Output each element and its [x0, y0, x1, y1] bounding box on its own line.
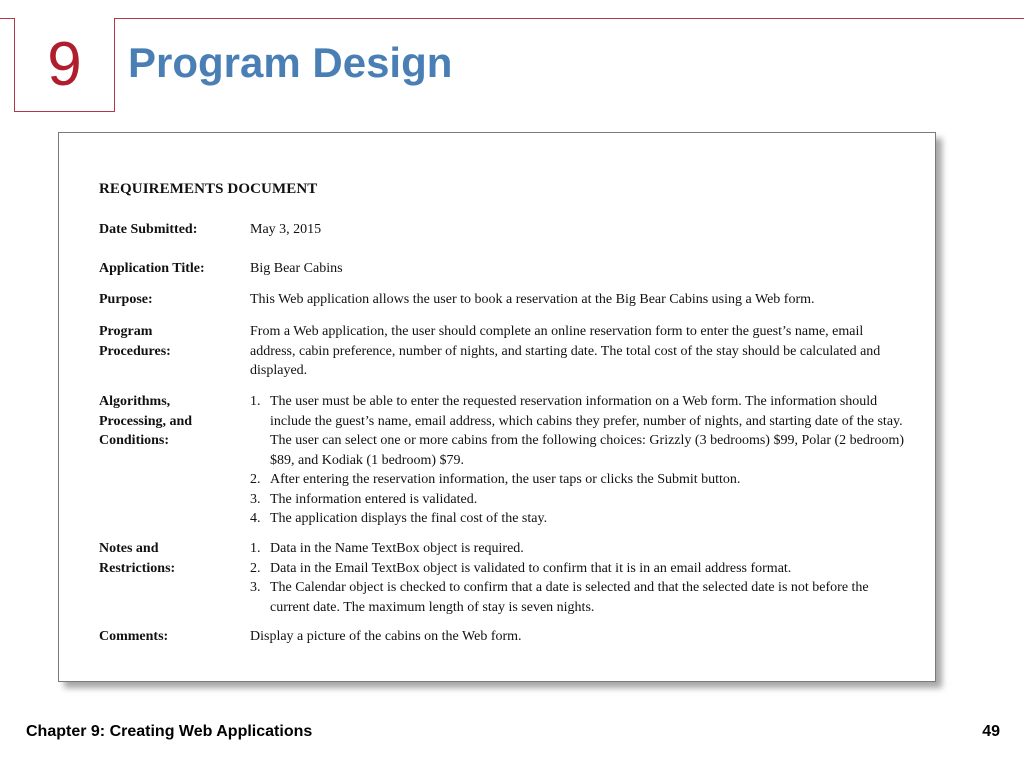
notes-label [99, 539, 247, 578]
item-text: The user must be able to enter the requested reservation information on a Web form. The information should include the guest’s name, email address, which cabins they prefer, number of nights, and starting date of the stay. The user can select one or more cabins from the following choices: Grizzly (3 bedrooms) $99, Polar (2 bedroom) $89, and Kodiak (1 bedroom) $79. [270, 394, 905, 468]
purpose-label: Purpose: [99, 292, 153, 307]
item-number: 2. [250, 560, 261, 576]
comments-value: Display a picture of the cabins on the Web form. [250, 629, 522, 644]
notes-label-line: Notes and [99, 541, 159, 556]
item-number: 4. [250, 511, 261, 526]
app-title-value: Big Bear Cabins [250, 261, 343, 276]
footer-page-number: 49 [982, 723, 1000, 740]
item-number: 1. [250, 541, 261, 556]
comments-label: Comments: [99, 629, 169, 644]
list-item [250, 509, 910, 529]
date-label: Date Submitted: [99, 222, 198, 237]
item-number: 3. [250, 580, 261, 595]
slide-title: Program Design [128, 39, 453, 86]
requirements-document [58, 132, 936, 682]
chapter-number: 9 [47, 29, 82, 99]
procedures-label-line: Procedures: [99, 343, 171, 359]
app-title-label: Application Title: [99, 261, 205, 276]
item-text: After entering the reservation information, the user taps or clicks the Submit button. [270, 472, 741, 487]
list-item [250, 559, 910, 579]
item-text: The application displays the final cost of the stay. [270, 511, 548, 526]
list-item [250, 578, 910, 617]
algorithms-list [250, 392, 910, 529]
list-item [250, 490, 910, 510]
item-number: 2. [250, 472, 261, 487]
item-text: Data in the Email TextBox object is validated to confirm that it is in an email address format. [270, 560, 792, 576]
algorithms-label-line: Conditions: [99, 433, 170, 448]
procedures-value: From a Web application, the user should complete an online reservation form to enter the guest’s name, email address, cabin preference, number of nights, and starting date. The total cost of the stay should be calculated and displayed. [250, 324, 881, 378]
date-value: May 3, 2015 [250, 222, 322, 237]
item-text: The information entered is validated. [270, 491, 478, 507]
purpose-value: This Web application allows the user to book a reservation at the Big Bear Cabins using a Web form. [250, 292, 815, 307]
item-number: 1. [250, 394, 261, 409]
chapter-number-box [14, 18, 115, 112]
algorithms-label-line: Processing, and [99, 413, 193, 429]
top-rule [0, 18, 1024, 19]
procedures-label [99, 322, 247, 361]
notes-label-line: Restrictions: [99, 560, 176, 576]
item-text: The Calendar object is checked to confirm that a date is selected and that the selected date is not before the current date. The maximum length of stay is seven nights. [270, 580, 869, 615]
footer-chapter-title: Chapter 9: Creating Web Applications [26, 723, 313, 740]
item-text: Data in the Name TextBox object is required. [270, 541, 524, 556]
list-item [250, 392, 910, 470]
procedures-label-line: Program [99, 324, 153, 339]
item-number: 3. [250, 491, 261, 507]
algorithms-label-line: Algorithms, [99, 394, 171, 409]
list-item [250, 539, 910, 559]
notes-list [250, 539, 910, 617]
document-heading: REQUIREMENTS DOCUMENT [99, 181, 318, 197]
algorithms-label [99, 392, 247, 451]
list-item [250, 470, 910, 490]
